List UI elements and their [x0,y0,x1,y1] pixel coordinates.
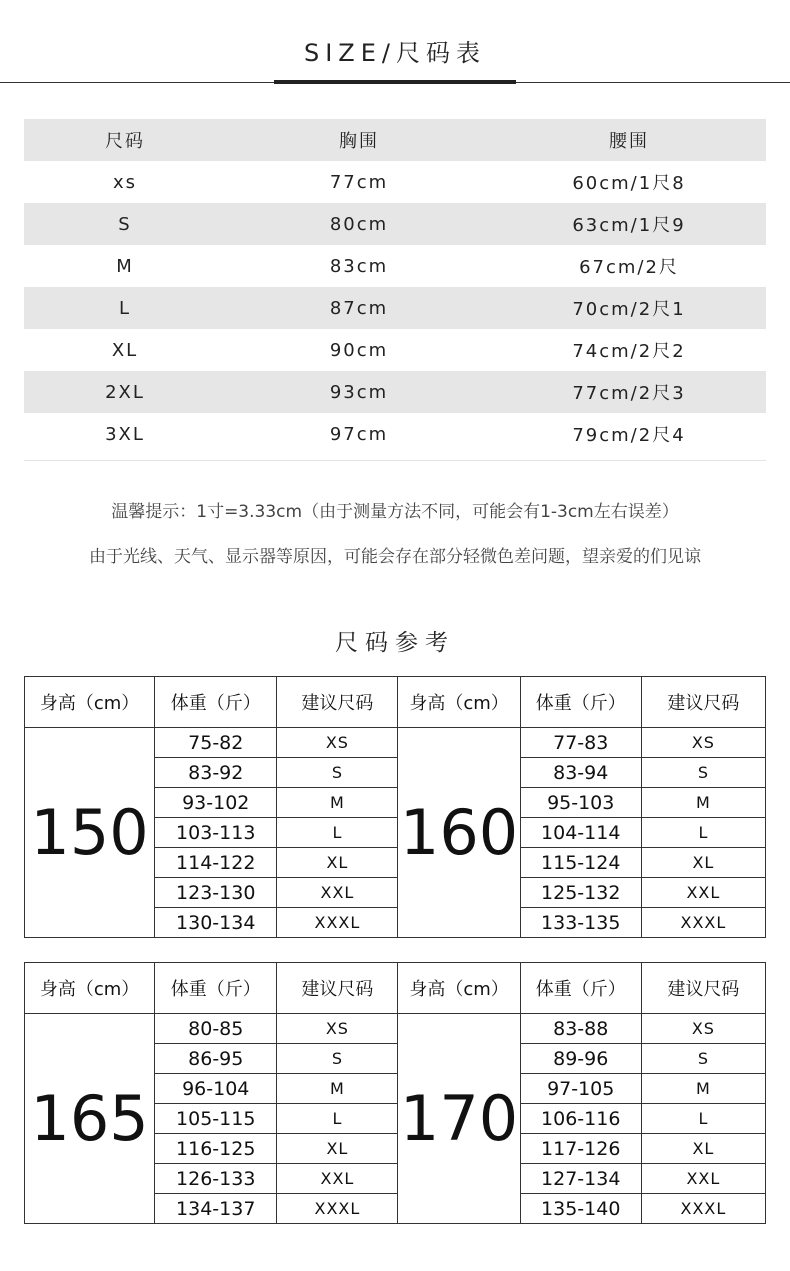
weight-header: 体重（斤） [155,963,277,1014]
weight-header: 体重（斤） [155,677,277,728]
page-title: SIZE/尺码表 [303,39,486,67]
waist-cell: 67cm/2尺 [579,257,679,278]
size-chart-header-row [24,119,766,161]
weight-header: 体重（斤） [520,677,641,728]
title-underline [274,80,516,84]
weight-range: 126-133 [155,1164,277,1194]
waist-cell: 77cm/2尺3 [492,371,766,413]
weight-range: 96-104 [155,1074,277,1104]
table-row [24,203,766,245]
weight-range: 89-96 [520,1044,641,1074]
waist-cell: 60cm/1尺8 [572,173,686,194]
waist-cell: 70cm/2尺1 [492,287,766,329]
size-value: XXXL [277,1194,398,1224]
size-header: 尺码 [24,119,226,161]
measurement-note: 温馨提示：1寸=3.33cm（由于测量方法不同，可能会有1-3cm左右误差） [111,502,679,522]
weight-range: 80-85 [155,1014,277,1044]
size-chart-bottom-line [24,460,766,461]
height-header: 身高（cm） [25,677,155,728]
chest-cell: 83cm [329,255,389,277]
chest-cell: 93cm [226,371,492,413]
height-header: 身高（cm） [398,677,520,728]
weight-range: 133-135 [520,908,641,938]
weight-range: 83-94 [520,758,641,788]
height-header: 身高（cm） [398,963,520,1014]
size-value: XXXL [277,908,398,938]
weight-range: 115-124 [520,848,641,878]
size-value: XS [641,1014,765,1044]
waist-header: 腰围 [492,119,766,161]
weight-range: 127-134 [520,1164,641,1194]
weight-range: 114-122 [155,848,277,878]
size-value: XL [277,848,398,878]
size-value: L [277,1104,398,1134]
size-cell: 3XL [105,423,145,445]
weight-range: 130-134 [155,908,277,938]
size-value: XXL [641,878,765,908]
size-value: L [277,818,398,848]
weight-range: 116-125 [155,1134,277,1164]
size-cell: S [24,203,226,245]
size-chart-table [24,119,766,455]
weight-range: 75-82 [155,728,277,758]
reference-header-row [25,677,766,728]
weight-range: 83-92 [155,758,277,788]
size-value: M [641,788,765,818]
size-value: M [641,1074,765,1104]
weight-range: 125-132 [520,878,641,908]
table-row [24,413,766,455]
waist-cell: 79cm/2尺4 [572,425,686,446]
size-value: M [277,788,398,818]
table-row [24,287,766,329]
reference-title: 尺码参考 [335,630,455,656]
size-value: XXXL [641,1194,765,1224]
size-value: XL [641,848,765,878]
size-value: L [641,1104,765,1134]
table-row [24,245,766,287]
size-value: L [641,818,765,848]
chest-header: 胸围 [226,119,492,161]
size-value: XXL [641,1164,765,1194]
chest-cell: 87cm [226,287,492,329]
size-cell: xs [112,171,138,193]
weight-range: 117-126 [520,1134,641,1164]
size-cell: 2XL [24,371,226,413]
suggested-size-header: 建议尺码 [641,677,765,728]
size-value: S [641,1044,765,1074]
weight-range: 93-102 [155,788,277,818]
weight-range: 135-140 [520,1194,641,1224]
weight-range: 103-113 [155,818,277,848]
size-cell: XL [111,339,139,361]
height-value: 150 [25,728,155,938]
suggested-size-header: 建议尺码 [277,963,398,1014]
weight-range: 83-88 [520,1014,641,1044]
size-value: XS [641,728,765,758]
height-value: 170 [398,1014,520,1224]
size-value: M [277,1074,398,1104]
chest-cell: 90cm [329,339,389,361]
color-difference-note: 由于光线、天气、显示器等原因，可能会存在部分轻微色差问题，望亲爱的们见谅 [89,547,701,567]
weight-range: 134-137 [155,1194,277,1224]
waist-cell: 63cm/1尺9 [492,203,766,245]
table-row [24,161,766,203]
weight-range: 97-105 [520,1074,641,1104]
size-value: S [277,1044,398,1074]
size-value: XL [641,1134,765,1164]
weight-range: 123-130 [155,878,277,908]
suggested-size-header: 建议尺码 [641,963,765,1014]
chest-cell: 77cm [329,171,389,193]
size-value: XXL [277,1164,398,1194]
size-value: XS [277,728,398,758]
chest-cell: 80cm [226,203,492,245]
size-value: XL [277,1134,398,1164]
size-value: XXXL [641,908,765,938]
size-value: XS [277,1014,398,1044]
weight-header: 体重（斤） [520,963,641,1014]
suggested-size-header: 建议尺码 [277,677,398,728]
weight-range: 77-83 [520,728,641,758]
size-value: S [641,758,765,788]
size-cell: L [24,287,226,329]
table-row [25,1014,766,1044]
reference-table-1 [24,676,766,938]
weight-range: 105-115 [155,1104,277,1134]
waist-cell: 74cm/2尺2 [572,341,686,362]
weight-range: 106-116 [520,1104,641,1134]
weight-range: 104-114 [520,818,641,848]
size-value: S [277,758,398,788]
height-header: 身高（cm） [25,963,155,1014]
weight-range: 95-103 [520,788,641,818]
size-cell: M [116,255,134,277]
size-value: XXL [277,878,398,908]
table-row [25,728,766,758]
reference-table-2 [24,962,766,1224]
weight-range: 86-95 [155,1044,277,1074]
height-value: 160 [398,728,520,938]
reference-header-row [25,963,766,1014]
table-row [24,371,766,413]
height-value: 165 [25,1014,155,1224]
table-row [24,329,766,371]
chest-cell: 97cm [329,423,389,445]
